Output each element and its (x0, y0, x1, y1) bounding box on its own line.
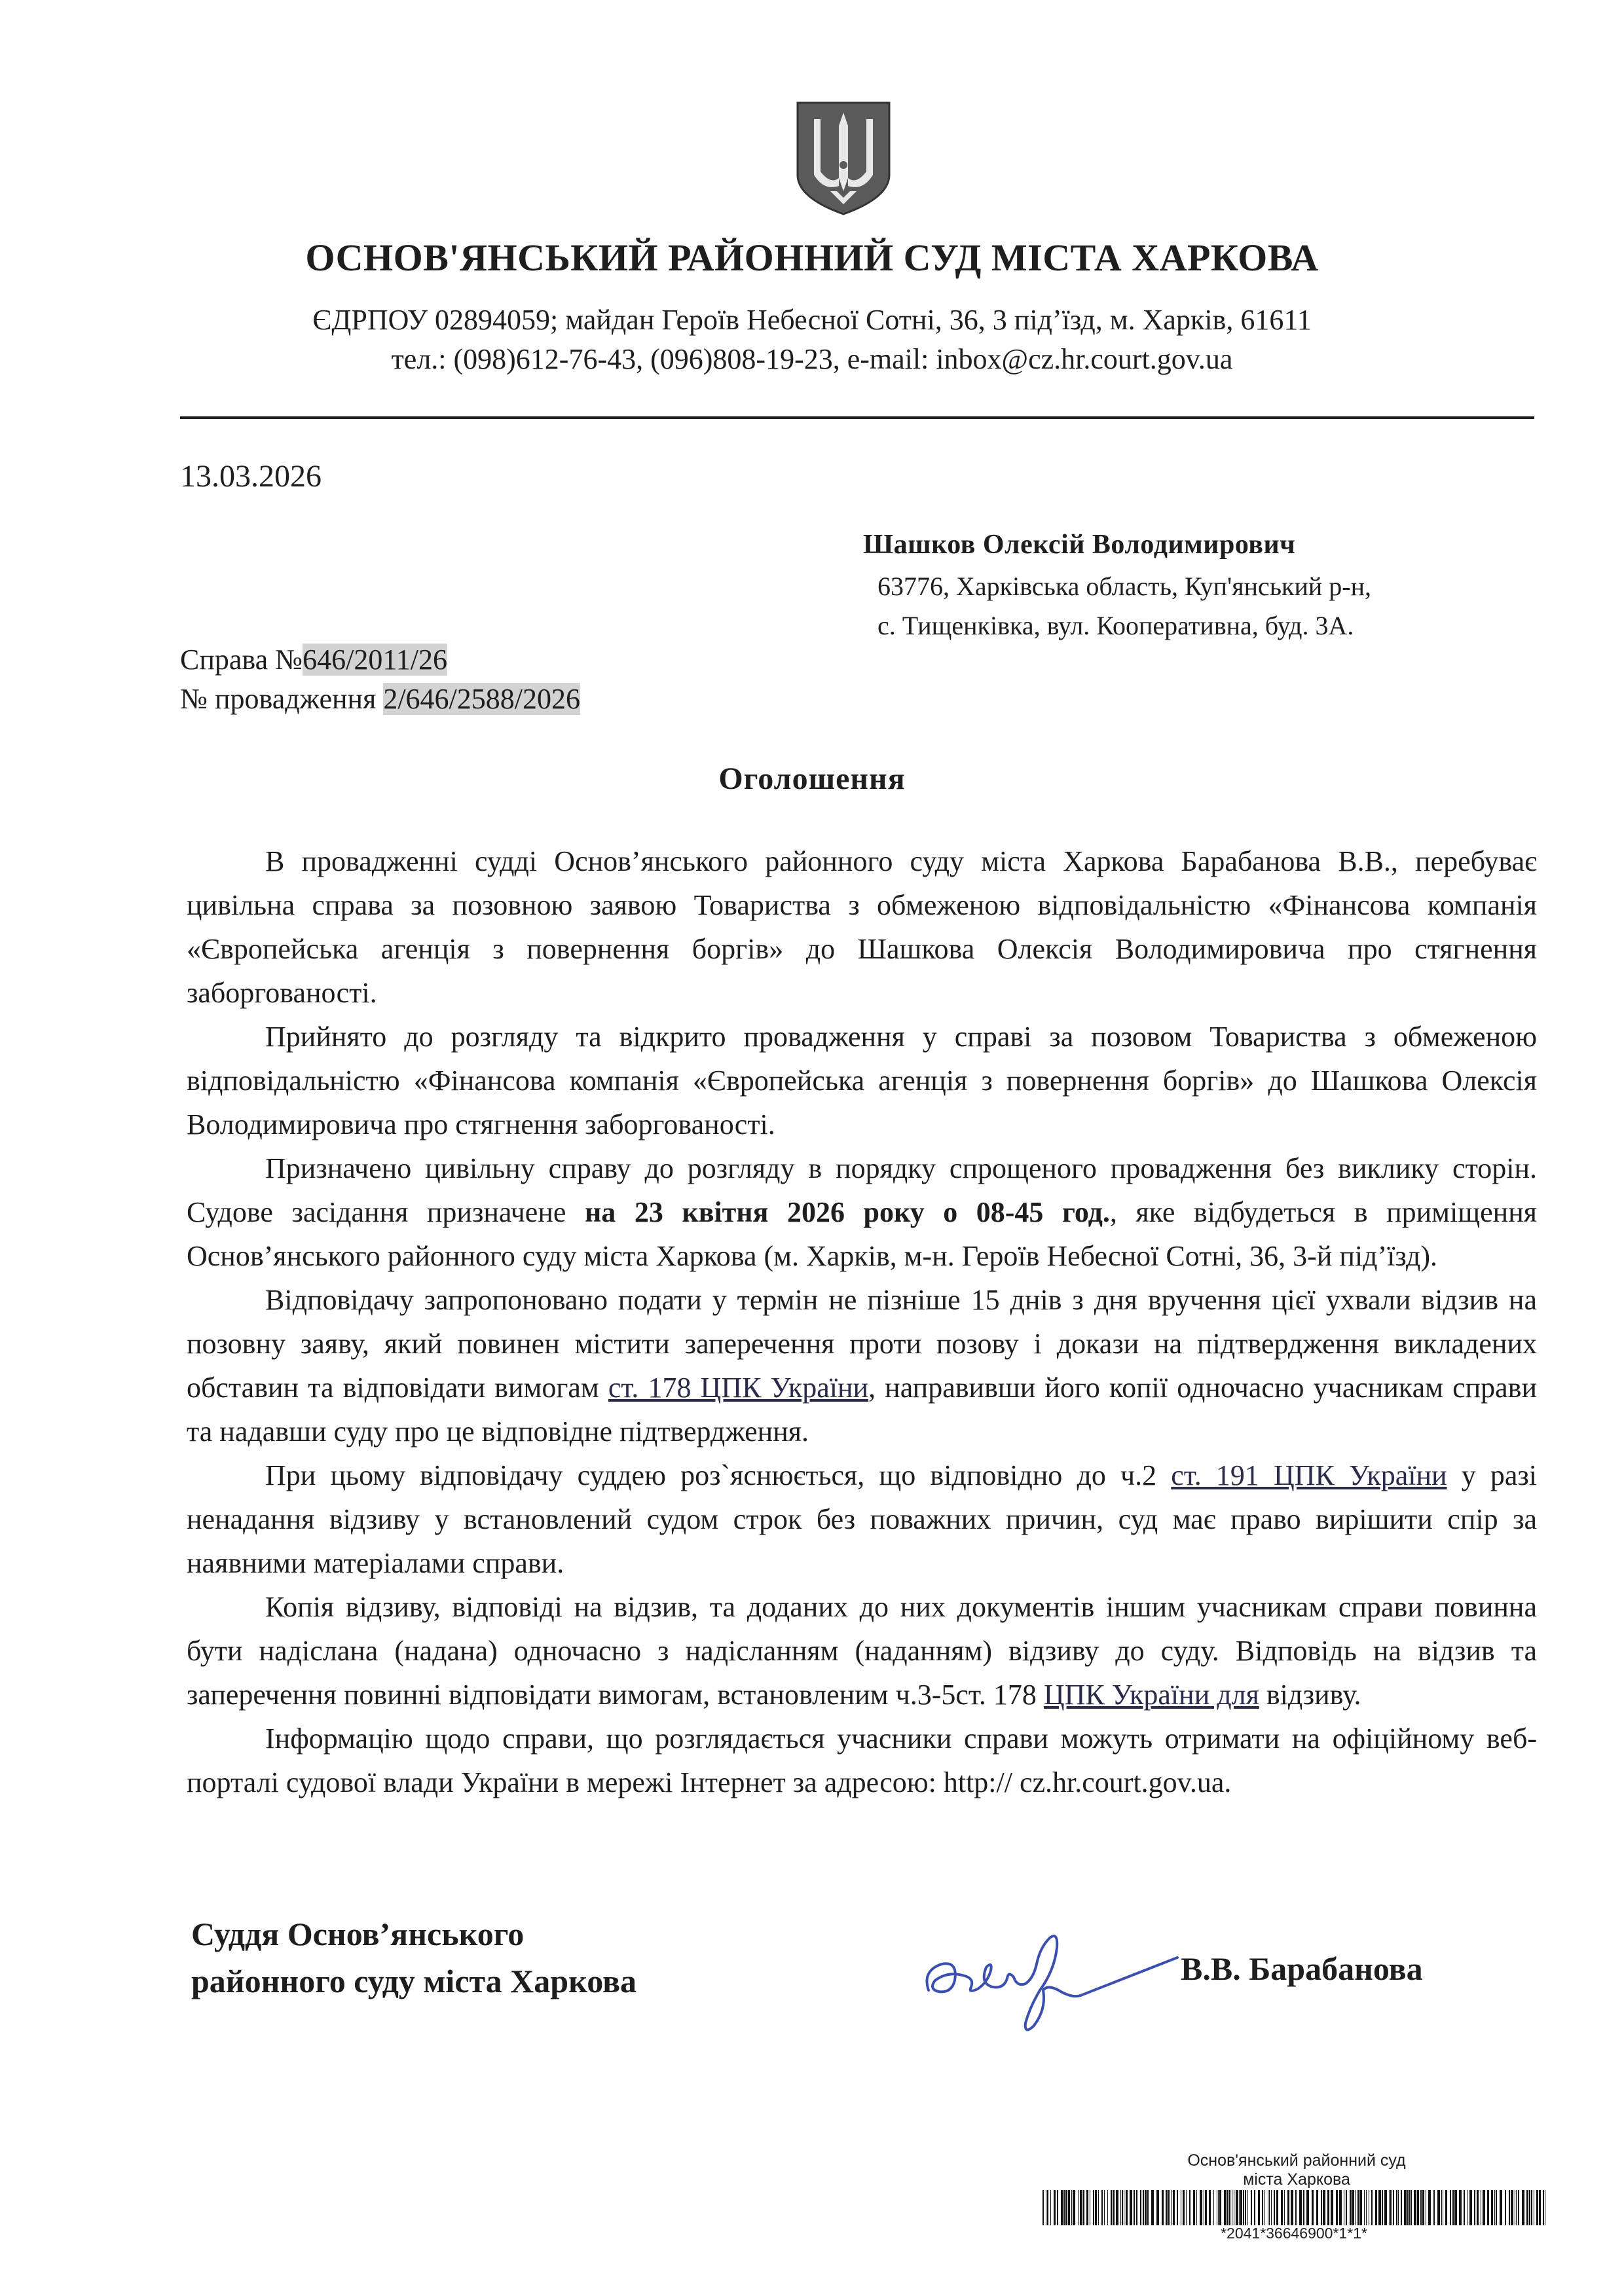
registry-stamp (1113, 2151, 1480, 2189)
court-name: ОСНОВ'ЯНСЬКИЙ РАЙОННИЙ СУД МІСТА ХАРКОВА (305, 236, 1319, 279)
stamp-line2: міста Харкова (1243, 2170, 1350, 2189)
law-link-cpc[interactable]: ЦПК України для (1043, 1679, 1259, 1711)
barcode-icon (1043, 2190, 1545, 2225)
paragraph-5-text: При цьому відповідачу суддею роз`яснюється, що відповідно до ч.2 (265, 1459, 1172, 1491)
document-date: 13.03.2026 (180, 459, 322, 494)
stamp-line1: Основ'янський районний суд (1187, 2151, 1406, 2170)
notice-body (187, 839, 1537, 1804)
proceeding-number: 2/646/2588/2026 (383, 683, 581, 715)
paragraph-3 (187, 1146, 1537, 1278)
paragraph-3-text-end: , яке відбудеться в приміщення Основ’янського районного суду міста Харкова (м. Харків, м-н. Героїв Небесної Сотні, 36, 3-й під’їзд). (187, 1196, 1537, 1272)
judge-title-line1: Суддя Основ’янського (191, 1916, 525, 1952)
paragraph-1: В провадженні судді Основ’янського районного суду міста Харкова Барабанова В.В., перебуває цивільна справа за позовною заявою Товариства з обмеженою відповідальністю «Фінансова компанія «Європейська агенція з повернення боргів» до Шашкова Олексія Володимировича про стягнення заборгованості. (187, 845, 1537, 1009)
judge-title-line2: районного суду міста Харкова (191, 1963, 637, 1999)
hearing-date: на 23 квітня 2026 року о 08-45 год. (584, 1196, 1110, 1228)
paragraph-4-text: Відповідачу запропоновано подати у термін не пізніше 15 днів з дня вручення цієї ухвали відзив на позовну заяву, який повинен містити заперечення проти позову і докази на підтвердження викладених обставин та відповідати вимогам (187, 1284, 1537, 1404)
paragraph-5-text-end: у разі ненадання відзиву у встановлений судом строк без поважних причин, суд має право вирішити спір за наявними матеріалами справи. (187, 1459, 1537, 1579)
proceeding-label: № провадження (180, 683, 384, 715)
paragraph-6-text-end: відзиву. (1259, 1679, 1361, 1711)
proceeding-number-line (180, 682, 580, 716)
paragraph-6 (187, 1585, 1537, 1717)
recipient-address-line2: с. Тищенківка, вул. Кооперативна, буд. 3А. (877, 611, 1354, 640)
case-number-line (180, 643, 447, 676)
law-link-art178[interactable]: ст. 178 ЦПК України (608, 1372, 869, 1404)
case-number: 646/2011/26 (303, 644, 447, 676)
recipient-name: Шашков Олексій Володимирович (863, 530, 1296, 560)
paragraph-5 (187, 1453, 1537, 1585)
recipient-address-line1: 63776, Харківська область, Куп'янський р-н, (877, 572, 1372, 601)
law-link-art191[interactable]: ст. 191 ЦПК України (1171, 1459, 1447, 1491)
header-divider (180, 416, 1534, 419)
paragraph-6-text: Копія відзиву, відповіді на відзив, та доданих до них документів іншим учасникам справи повинна бути надіслана (надана) одночасно з надісланням (наданням) відзиву до суду. Відповідь на відзив та заперечення повинні відповідати вимогам, встановленим ч.3-5ст. 178 (187, 1591, 1537, 1711)
paragraph-4-text-end: , направивши його копії одночасно учасникам справи та надавши суду про це відповідне підтвердження. (187, 1372, 1538, 1448)
paragraph-3-text: Призначено цивільну справу до розгляду в порядку спрощеного провадження без виклику сторін. Судове засідання призначене (187, 1152, 1537, 1228)
paragraph-7: Інформацію щодо справи, що розглядається учасники справи можуть отримати на офіційному веб-порталі судової влади України в мережі Інтернет за адресою: http:// cz.hr.court.gov.ua. (187, 1722, 1537, 1798)
notice-title: Оголошення (718, 761, 906, 796)
case-label: Справа № (180, 644, 303, 676)
judge-name: В.В. Барабанова (1181, 1950, 1423, 1987)
paragraph-4 (187, 1278, 1537, 1453)
ukraine-emblem-icon (794, 100, 893, 217)
court-address: ЄДРПОУ 02894059; майдан Героїв Небесної Сотні, 36, 3 під’їзд, м. Харків, 61611 (312, 304, 1312, 336)
handwritten-signature (909, 1918, 1184, 2043)
barcode-number: *2041*36646900*1*1* (1221, 2225, 1367, 2242)
paragraph-2: Прийнято до розгляду та відкрито провадження у справі за позовом Товариства з обмеженою відповідальністю «Фінансова компанія «Європейська агенція з повернення боргів» до Шашкова Олексія Володимировича про стягнення заборгованості. (187, 1021, 1537, 1140)
court-contacts: тел.: (098)612-76-43, (096)808-19-23, e-mail: inbox@cz.hr.court.gov.ua (391, 343, 1233, 375)
judge-title (191, 1910, 637, 2005)
